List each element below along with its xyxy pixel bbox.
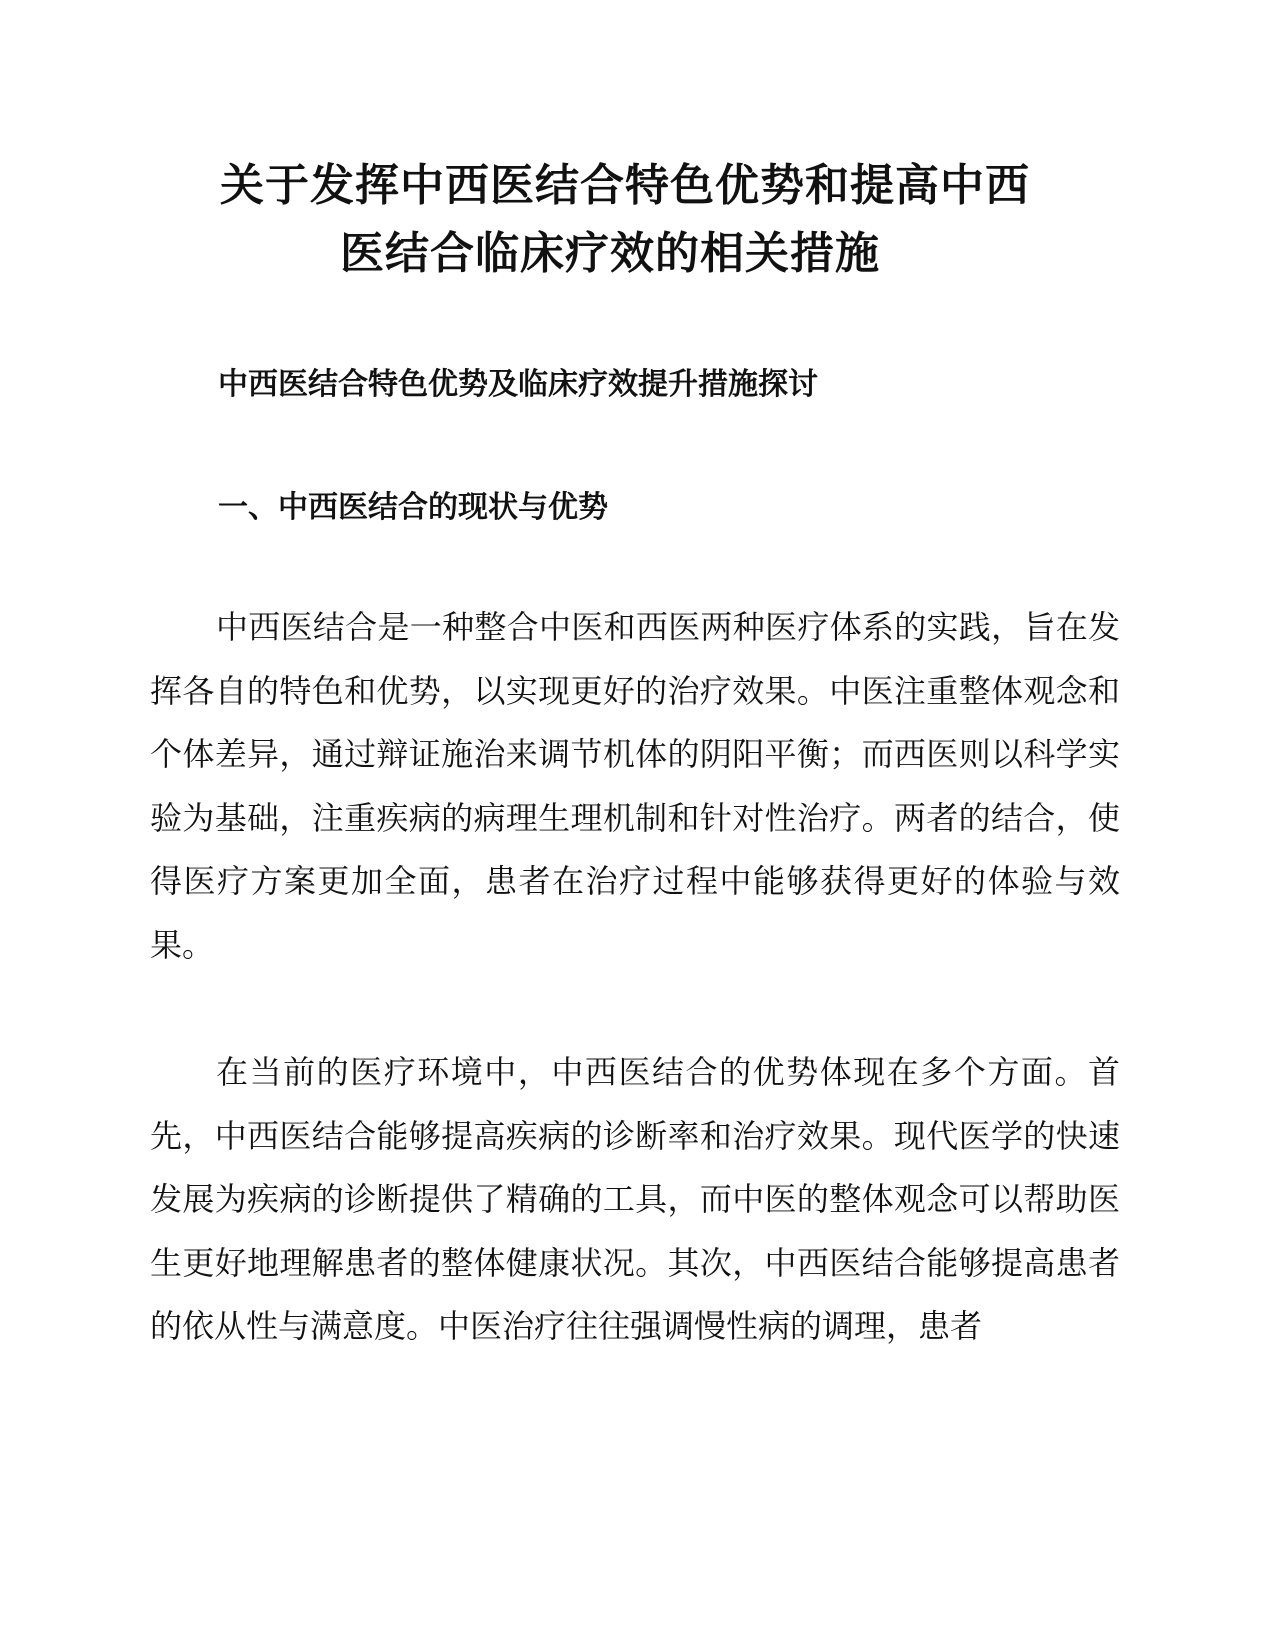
body-paragraph-1: 中西医结合是一种整合中医和西医两种医疗体系的实践，旨在发挥各自的特色和优势，以实现更好的治疗效果。中医注重整体观念和个体差异，通过辩证施治来调节机体的阴阳平衡；而西医则以科学实验为基础，注重疾病的病理生理机制和针对性治疗。两者的结合，使得医疗方案更加全面，患者在治疗过程中能够获得更好的体验与效果。 [150,608,1120,964]
document-subtitle: 中西医结合特色优势及临床疗效提升措施探讨 [218,367,818,402]
document-title [150,152,1120,288]
body-paragraph-2: 在当前的医疗环境中，中西医结合的优势体现在多个方面。首先，中西医结合能够提高疾病的诊断率和治疗效果。现代医学的快速发展为疾病的诊断提供了精确的工具，而中医的整体观念可以帮助医生更好地理解患者的整体健康状况。其次，中西医结合能够提高患者的依从性与满意度。中医治疗往往强调慢性病的调理，患者 [150,1053,1120,1345]
section-heading-1: 一、中西医结合的现状与优势 [218,490,608,525]
document-title-line-1: 关于发挥中西医结合特色优势和提高中西 [220,160,1030,211]
document-title-line-2: 医结合临床疗效的相关措施 [340,228,880,279]
